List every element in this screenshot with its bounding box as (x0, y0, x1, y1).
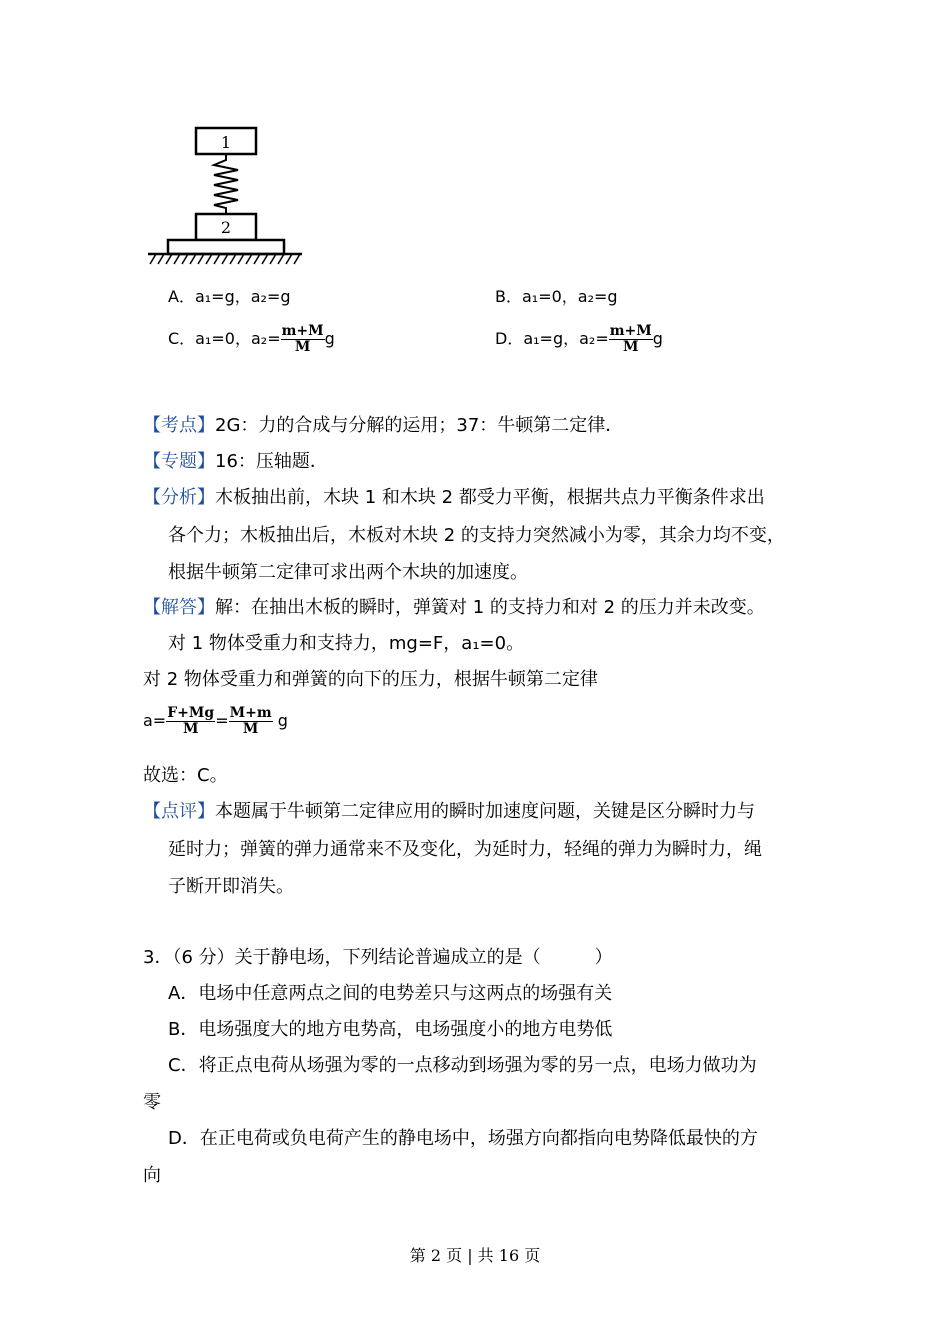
q2-option-c-fraction (281, 324, 325, 355)
kaodian-line (143, 414, 623, 438)
formula-fraction-2 (229, 706, 273, 737)
kaodian-tag: 【考点】 (143, 415, 215, 436)
block-2-label: 2 (220, 218, 232, 237)
formula-fraction-1 (166, 706, 215, 737)
fraction-numerator: m+M (609, 323, 652, 339)
jieda-line-2: 对 1 物体受重力和支持力，mg=F，a₁=0。 (168, 633, 525, 654)
dianping-text-1: 本题属于牛顿第二定律应用的瞬时加速度问题，关键是区分瞬时力与 (215, 801, 755, 822)
dianping-line-2: 延时力；弹簧的弹力通常来不及变化，为延时力，轻绳的弹力为瞬时力，绳 (168, 839, 762, 860)
zhuanti-text: 16：压轴题． (215, 451, 328, 472)
q2-option-a: A．a₁=g，a₂=g (168, 287, 291, 306)
ground-hatch (150, 254, 300, 264)
answer-line: 故选：C。 (143, 765, 228, 786)
formula-equals: = (215, 711, 229, 730)
fenxi-line-2: 各个力；木板抽出后，木板对木块 2 的支持力突然减小为零，其余力均不变， (168, 525, 785, 546)
spring (214, 154, 238, 214)
fraction-denominator: M (182, 721, 199, 737)
q3-option-a: A．电场中任意两点之间的电势差只与这两点的场强有关 (168, 983, 613, 1004)
fenxi-text-1: 木板抽出前，木块 1 和木块 2 都受力平衡，根据共点力平衡条件求出 (215, 487, 765, 508)
q2-option-d-suffix: g (652, 329, 663, 348)
fraction-numerator: M+m (229, 705, 272, 721)
q3-option-c-line-2: 零 (143, 1092, 161, 1113)
jieda-tag: 【解答】 (143, 597, 215, 618)
board (168, 240, 284, 254)
dianping-line-1 (143, 800, 755, 824)
acceleration-formula (143, 706, 288, 737)
formula-prefix: a= (143, 711, 167, 730)
fenxi-line-3: 根据牛顿第二定律可求出两个木块的加速度。 (168, 562, 528, 583)
spring-blocks-figure (140, 120, 310, 270)
zhuanti-line (143, 450, 328, 474)
q2-option-b: B．a₁=0，a₂=g (495, 287, 618, 306)
dianping-line-3: 子断开即消失。 (168, 876, 294, 897)
fenxi-tag: 【分析】 (143, 487, 215, 508)
zhuanti-tag: 【专题】 (143, 451, 215, 472)
fraction-numerator: F+Mg (167, 705, 215, 721)
fraction-denominator: M (623, 339, 639, 355)
jieda-line-3: 对 2 物体受重力和弹簧的向下的压力，根据牛顿第二定律 (143, 669, 598, 690)
kaodian-text: 2G：力的合成与分解的运用；37：牛顿第二定律． (215, 415, 624, 436)
block-1-label: 1 (220, 133, 232, 152)
q3-option-b: B．电场强度大的地方电势高，电场强度小的地方电势低 (168, 1019, 613, 1040)
q3-option-c-line-1: C．将正点电荷从场强为零的一点移动到场强为零的另一点，电场力做功为 (168, 1055, 757, 1076)
fenxi-line-1 (143, 486, 765, 510)
q3-option-d-line-2: 向 (143, 1165, 161, 1186)
formula-suffix: g (277, 711, 288, 730)
q2-option-d-prefix: D．a₁=g，a₂= (495, 329, 609, 348)
q3-stem: 3．（6 分）关于静电场，下列结论普遍成立的是（ ） (143, 947, 613, 968)
q2-option-c-prefix: C．a₁=0，a₂= (168, 329, 281, 348)
jieda-line-1 (143, 596, 765, 620)
fraction-numerator: m+M (281, 323, 324, 339)
dianping-tag: 【点评】 (143, 801, 215, 822)
fraction-denominator: M (294, 339, 311, 355)
q2-option-c (168, 324, 335, 355)
q2-option-d-fraction (609, 324, 653, 355)
jieda-text-1: 解：在抽出木板的瞬时，弹簧对 1 的支持力和对 2 的压力并未改变。 (215, 597, 765, 618)
q2-option-d (495, 324, 663, 355)
page-footer: 第 2 页 | 共 16 页 (409, 1246, 541, 1265)
q3-option-d-line-1: D．在正电荷或负电荷产生的静电场中，场强方向都指向电势降低最快的方 (168, 1128, 758, 1149)
q2-option-c-suffix: g (324, 329, 335, 348)
fraction-denominator: M (242, 721, 259, 737)
